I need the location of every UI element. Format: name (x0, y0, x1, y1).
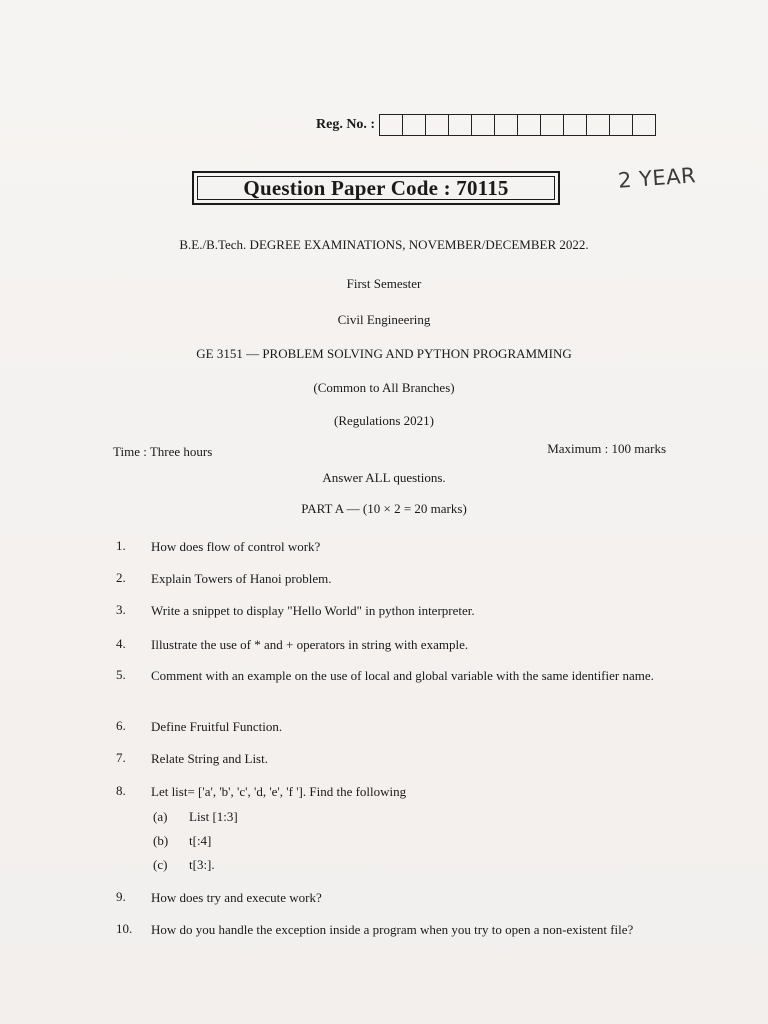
question-number: 1. (116, 538, 126, 553)
question-number: 7. (116, 750, 126, 765)
semester: First Semester (346, 276, 422, 291)
question (116, 636, 676, 654)
reg-no-row (316, 114, 656, 136)
question (116, 602, 676, 620)
reg-no-box (564, 115, 587, 135)
reg-no-box (495, 115, 518, 135)
subpart (153, 809, 238, 825)
question-number: 2. (116, 570, 126, 585)
question (116, 538, 676, 556)
subpart-label: (a) (153, 809, 168, 824)
question-text: How do you handle the exception inside a program when you try to open a non-existent file? (151, 922, 634, 937)
question (116, 718, 676, 736)
question-text: Let list= ['a', 'b', 'c', 'd, 'e', 'f ']. Find the following (151, 784, 407, 799)
question-text: Illustrate the use of * and + operators in string with example. (151, 637, 469, 652)
reg-no-box (380, 115, 403, 135)
question (116, 750, 676, 768)
question-number: 5. (116, 667, 126, 682)
question (116, 783, 676, 801)
handwritten-note: 2 YEAR (617, 163, 697, 193)
reg-no-boxes (379, 114, 656, 136)
subpart-label: (b) (153, 833, 169, 848)
reg-no-box (587, 115, 610, 135)
reg-no-label: Reg. No. : (316, 117, 376, 132)
reg-no-box (449, 115, 472, 135)
course-title: GE 3151 — PROBLEM SOLVING AND PYTHON PROGRAMMING (196, 346, 572, 361)
question (116, 921, 676, 939)
question-number: 4. (116, 636, 126, 651)
paper-code: Question Paper Code : 70115 (243, 175, 509, 200)
max-marks: Maximum : 100 marks (547, 441, 666, 456)
question-number: 10. (116, 921, 133, 936)
question (116, 570, 676, 588)
subpart-text: List [1:3] (189, 809, 238, 824)
subpart-label: (c) (153, 857, 168, 872)
reg-no-box (403, 115, 426, 135)
reg-no-box (472, 115, 495, 135)
question-number: 3. (116, 602, 126, 617)
question-number: 6. (116, 718, 126, 733)
question-text: Define Fruitful Function. (151, 719, 283, 734)
subpart-text: t[3:]. (189, 857, 215, 872)
question-number: 8. (116, 783, 126, 798)
reg-no-box (426, 115, 449, 135)
instructions: Answer ALL questions. (322, 470, 446, 485)
time-allowed: Time : Three hours (113, 444, 213, 459)
question-number: 9. (116, 889, 126, 904)
question-text: How does try and execute work? (151, 890, 322, 905)
question (116, 667, 676, 685)
question-text: Write a snippet to display "Hello World" in python interpreter. (151, 603, 475, 618)
subpart (153, 857, 215, 873)
question-text: Comment with an example on the use of local and global variable with the same identifier name. (151, 668, 654, 683)
part-title: PART A — (10 × 2 = 20 marks) (301, 501, 467, 516)
subpart (153, 833, 211, 849)
common-to: (Common to All Branches) (313, 380, 455, 395)
reg-no-box (518, 115, 541, 135)
branch: Civil Engineering (337, 312, 431, 327)
question-text: Relate String and List. (151, 751, 268, 766)
regulations: (Regulations 2021) (333, 413, 434, 428)
question (116, 889, 676, 907)
subpart-text: t[:4] (189, 833, 212, 848)
question-text: How does flow of control work? (151, 539, 321, 554)
paper-code-box (192, 171, 560, 205)
exam-title: B.E./B.Tech. DEGREE EXAMINATIONS, NOVEMBER/DECEMBER 2022. (179, 237, 589, 252)
reg-no-box (633, 115, 655, 135)
reg-no-box (541, 115, 564, 135)
reg-no-box (610, 115, 633, 135)
question-text: Explain Towers of Hanoi problem. (151, 571, 332, 586)
